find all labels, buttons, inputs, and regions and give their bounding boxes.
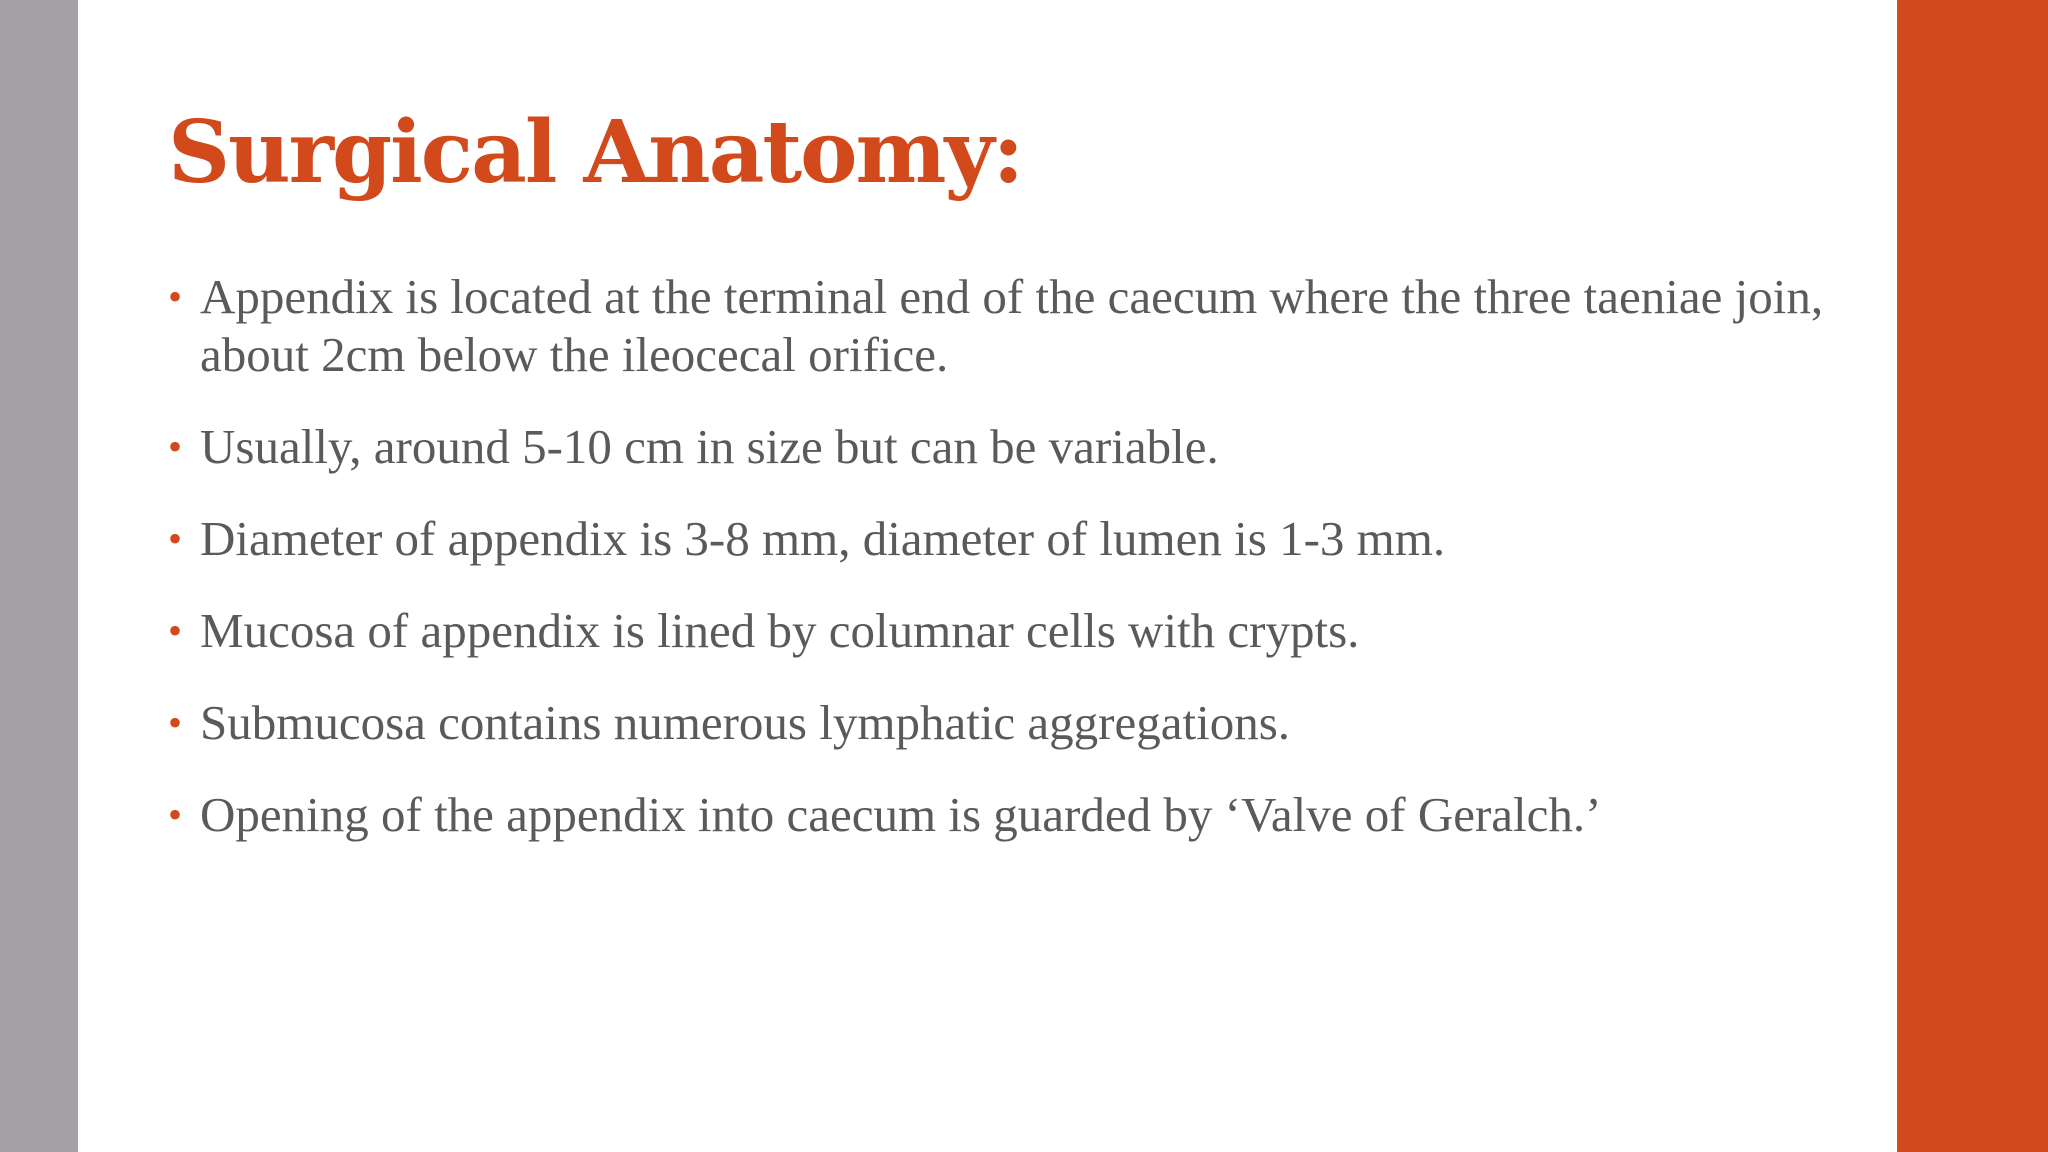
bullet-item [168, 786, 1888, 844]
bullet-dot-icon: • [168, 608, 183, 653]
bullet-dot-icon: • [168, 274, 183, 319]
bullet-item [168, 510, 1888, 568]
slide-title: Surgical Anatomy: [168, 102, 1023, 203]
bullet-dot-icon: • [168, 516, 183, 561]
bullet-dot-icon: • [168, 700, 183, 745]
bullet-text: Diameter of appendix is 3-8 mm, diameter of lumen is 1-3 mm. [200, 511, 1446, 566]
bullet-text: Mucosa of appendix is lined by columnar cells with crypts. [200, 603, 1360, 658]
bullet-item [168, 268, 1888, 384]
bullet-dot-icon: • [168, 424, 183, 469]
bullet-item [168, 694, 1888, 752]
bullet-dot-icon: • [168, 792, 183, 837]
bullet-list [168, 268, 1888, 878]
bullet-item [168, 418, 1888, 476]
bullet-text: Appendix is located at the terminal end of the caecum where the three taeniae join, about 2cm below the ileocecal orifice. [200, 269, 1824, 382]
right-accent-bar [1897, 0, 2048, 1152]
left-accent-bar [0, 0, 78, 1152]
bullet-item [168, 602, 1888, 660]
bullet-text: Opening of the appendix into caecum is guarded by ‘Valve of Geralch.’ [200, 787, 1602, 842]
bullet-text: Usually, around 5-10 cm in size but can be variable. [200, 419, 1219, 474]
bullet-text: Submucosa contains numerous lymphatic aggregations. [200, 695, 1291, 750]
